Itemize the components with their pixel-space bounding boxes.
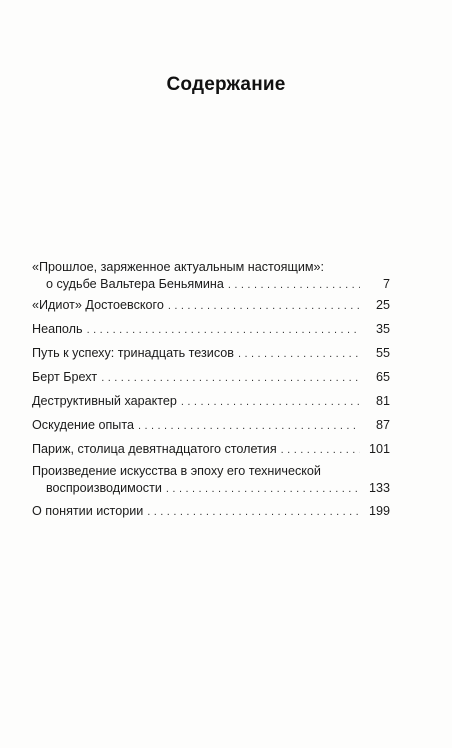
table-of-contents — [32, 259, 390, 520]
toc-page-number: 81 — [375, 394, 390, 408]
toc-page-number: 7 — [382, 277, 390, 291]
toc-entry — [32, 369, 390, 386]
toc-entry-title: О понятии истории — [32, 504, 144, 518]
toc-page-number: 101 — [368, 442, 390, 456]
dot-leader — [101, 370, 360, 387]
toc-entry — [32, 321, 390, 338]
toc-entry-title: Произведение искусства в эпоху его технической — [32, 464, 321, 478]
toc-entry — [32, 259, 390, 293]
toc-entry — [32, 393, 390, 410]
dot-leader — [87, 322, 360, 339]
toc-page-number: 199 — [368, 504, 390, 518]
toc-entry-title: воспроизводимости — [46, 481, 162, 495]
dot-leader — [181, 394, 360, 411]
toc-entry-title: Неаполь — [32, 322, 83, 336]
toc-entry — [32, 417, 390, 434]
toc-page-number: 35 — [375, 322, 390, 336]
dot-leader — [168, 298, 360, 315]
dot-leader — [238, 346, 360, 363]
dot-leader — [228, 277, 360, 294]
toc-entry-title: Путь к успеху: тринадцать тезисов — [32, 346, 234, 360]
dot-leader — [281, 442, 360, 459]
toc-page-number: 87 — [375, 418, 390, 432]
toc-entry-title: Париж, столица девятнадцатого столетия — [32, 442, 277, 456]
toc-entry-title: «Прошлое, заряженное актуальным настоящим»: — [32, 260, 325, 274]
toc-entry-title: «Идиот» Достоевского — [32, 298, 164, 312]
toc-page-number: 133 — [368, 481, 390, 495]
dot-leader — [138, 418, 360, 435]
toc-entry — [32, 345, 390, 362]
toc-page-number: 65 — [375, 370, 390, 384]
toc-page-number: 55 — [375, 346, 390, 360]
page-title: Содержание — [166, 74, 286, 95]
toc-entry — [32, 297, 390, 314]
toc-entry — [32, 441, 390, 458]
toc-entry — [32, 463, 390, 497]
toc-page-number: 25 — [375, 298, 390, 312]
toc-entry — [32, 503, 390, 520]
toc-entry-title: Оскудение опыта — [32, 418, 134, 432]
toc-entry-title: о судьбе Вальтера Беньямина — [46, 277, 224, 291]
dot-leader — [166, 481, 360, 498]
toc-entry-title: Берт Брехт — [32, 370, 98, 384]
toc-entry-title: Деструктивный характер — [32, 394, 177, 408]
dot-leader — [147, 504, 360, 521]
